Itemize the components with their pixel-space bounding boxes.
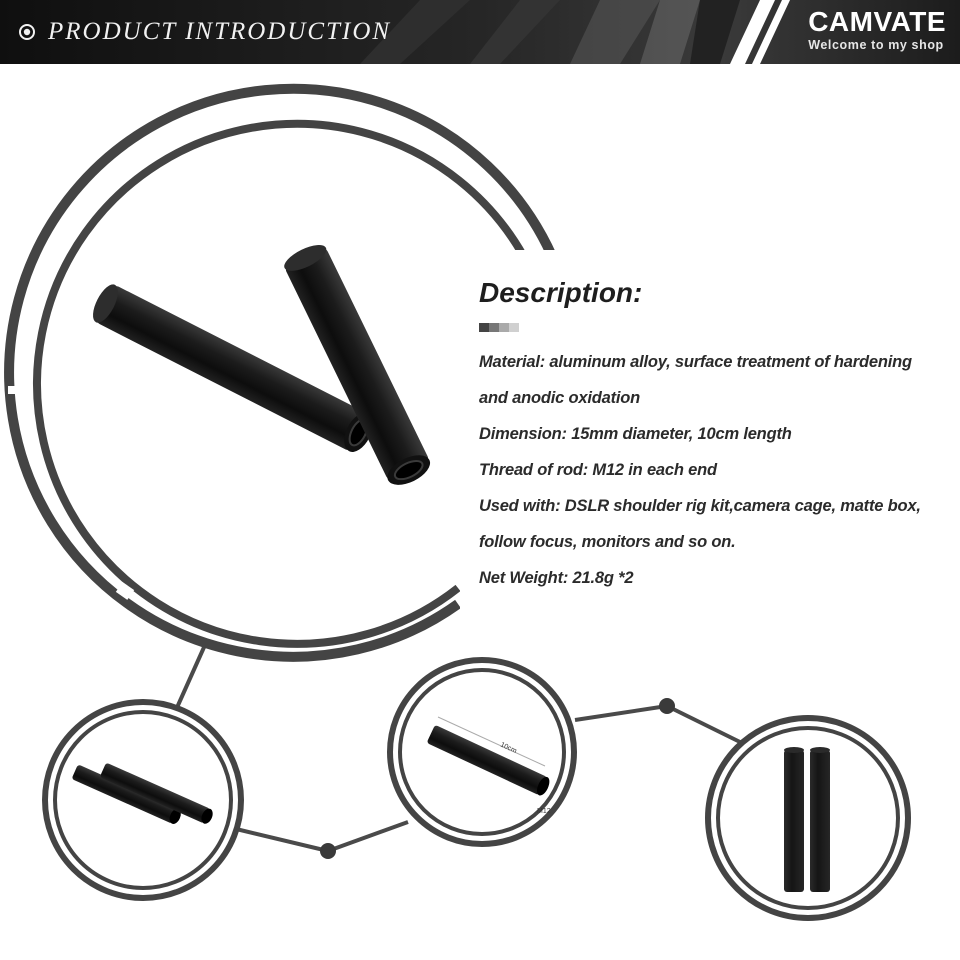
description-list — [479, 344, 954, 596]
thumbnail-ring-dimension — [390, 660, 574, 844]
thumbnail-ring-pair — [45, 702, 241, 898]
description-line: Material: aluminum alloy, surface treatment of hardening — [479, 353, 912, 371]
description-line: follow focus, monitors and so on. — [479, 533, 736, 551]
dimension-length-label: 10cm — [499, 741, 518, 756]
connector-node — [659, 698, 675, 714]
section-title — [18, 17, 391, 47]
connector-node — [320, 843, 336, 859]
main-product-image — [88, 240, 435, 491]
brand-name: CAMVATE — [808, 6, 946, 37]
description-line: Used with: DSLR shoulder rig kit,camera cage, matte box, — [479, 497, 921, 515]
description-line: and anodic oxidation — [479, 389, 641, 407]
header-banner — [0, 0, 960, 64]
description-line: Thread of rod: M12 in each end — [479, 461, 717, 479]
dimension-thread-label: M12 — [537, 808, 551, 815]
target-bullet-icon — [18, 23, 36, 41]
description-line: Dimension: 15mm diameter, 10cm length — [479, 425, 792, 443]
rod-right — [281, 240, 435, 491]
description-heading: Description: — [479, 277, 643, 308]
brand-tagline: Welcome to my shop — [808, 38, 944, 52]
description-line: Net Weight: 21.8g *2 — [479, 569, 634, 587]
section-title-text: PRODUCT INTRODUCTION — [48, 18, 392, 45]
thumbnail-ring-upright — [708, 718, 908, 918]
brand-logo — [808, 6, 946, 52]
heading-accent-bar — [479, 323, 519, 332]
description-panel — [479, 275, 954, 596]
